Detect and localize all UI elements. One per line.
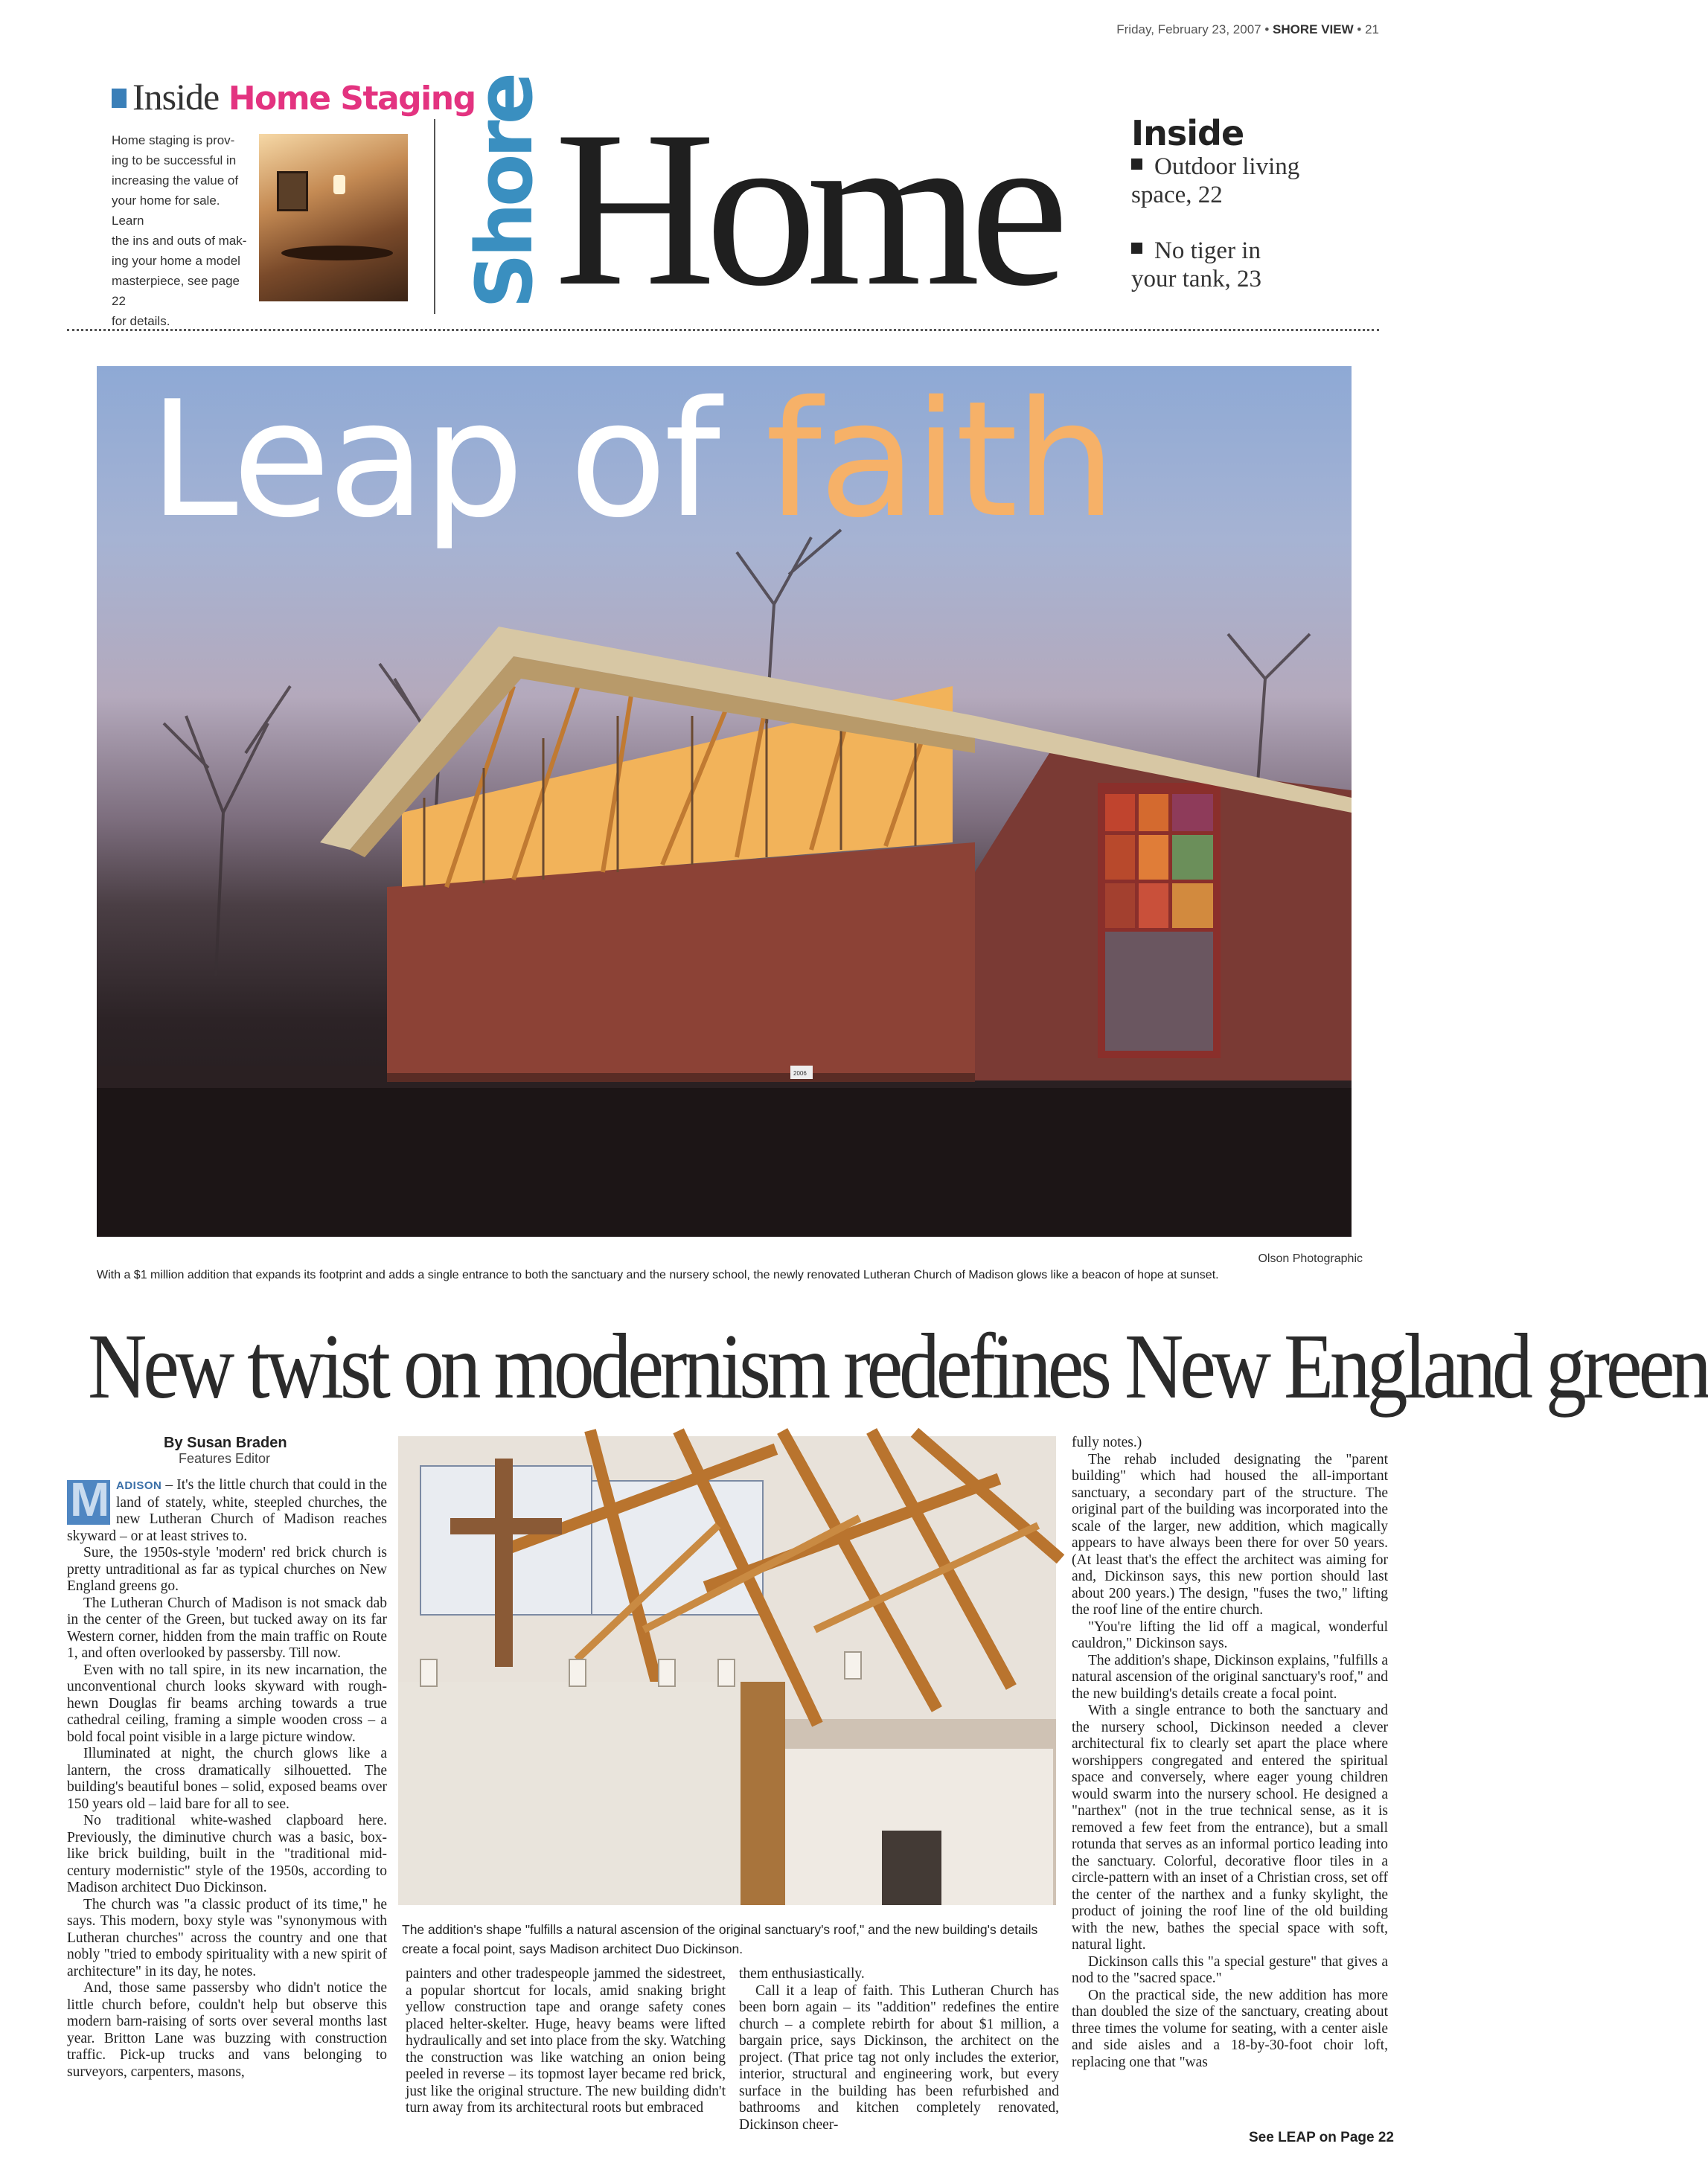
article-column-2 — [406, 1966, 726, 2117]
lamp-shape — [333, 175, 345, 194]
interior-photo — [398, 1436, 1056, 1905]
article-paragraph: "You're lifting the lid off a magical, wonderful cauldron," Dickinson says. — [1072, 1619, 1388, 1651]
headline: New twist on modernism redefines New England green — [88, 1316, 1708, 1418]
teaser-line: your home for sale. Learn — [112, 193, 220, 228]
teaser-photo — [259, 134, 408, 301]
teaser-heading — [112, 76, 476, 118]
shore-word: Shore — [459, 76, 550, 309]
byline-name: By Susan Braden — [164, 1435, 287, 1451]
inside-item-line: Outdoor living — [1154, 153, 1300, 180]
article-paragraph: The rehab included designating the "parent building" which had housed the all-important sanctuary, a secondary part of the structure. The original part of the building was incorporated into the scale of the larger, new addition, which magically appears to have always been there for over 50 years. (At least that's the effect the architect was aiming for and, Dickinson says, this new portion should last about 200 years.) The design, "fuses the two," lifting the roof line of the entire church. — [1072, 1451, 1388, 1618]
byline-title: Features Editor — [179, 1451, 271, 1466]
folio-date: Friday, February 23, 2007 — [1116, 22, 1261, 36]
hero-title — [149, 366, 1114, 553]
building-sign: 2006 — [793, 1070, 807, 1077]
inside-item-line: No tiger in — [1154, 237, 1261, 264]
teaser-text — [112, 130, 253, 331]
dateline: ADISON — [116, 1479, 162, 1492]
article-paragraph: fully notes.) — [1072, 1435, 1142, 1450]
article-paragraph: With a single entrance to both the sanctuary and the nursery school, Dickinson needed a clever architectural fix to clearly set apart the place where worshippers congregated and entered the spiritual space and conversely, where eager young children would swarm into the nursery school. He designed a "narthex" (not in the true technical sense, as it is removed a few feet from the entrance), but a small rotunda that serves as an informal portico leading into the sanctuary. Colorful, decorative floor tiles in a circle-pattern with an inset of a Christian cross, set off the center of the narthex and a funky skylight, the product of joining the roof line of the old building with the new, bathes the special space with soft, natural light. — [1072, 1703, 1388, 1953]
article-paragraph: M ADISON – It's the little church that could in the land of stately, white, steepled churches, the new Lutheran Church of Madison reaches skyward – or at least strives to. — [67, 1473, 387, 1544]
interior-caption: The addition's shape "fulfills a natural ascension of the original sanctuary's roof," and the new building's details create a focal point, says Madison architect Duo Dickinson. — [402, 1922, 1038, 1956]
teaser-line: increasing the value of — [112, 173, 239, 188]
article-paragraph: them enthusiastically. — [739, 1966, 865, 1982]
inside-heading: Inside — [1131, 113, 1244, 153]
interior-illustration — [398, 1436, 1056, 1905]
hero-title-white: Leap of — [149, 366, 766, 553]
folio-section: SHORE VIEW — [1273, 22, 1354, 36]
wall-frame — [277, 171, 308, 211]
folio-page: 21 — [1365, 22, 1379, 36]
article-column-1 — [67, 1473, 387, 2081]
article-paragraph: Dickinson calls this "a special gesture" that gives a nod to the "sacred space." — [1072, 1953, 1388, 1986]
page-folio: Friday, February 23, 2007 • SHORE VIEW • 21 — [1116, 22, 1379, 36]
article-column-3 — [739, 1966, 1059, 2133]
table-shape — [281, 246, 393, 260]
continued-link[interactable]: See LEAP on Page 22 — [1248, 2130, 1394, 2145]
article-paragraph: Sure, the 1950s-style 'modern' red brick church is pretty untraditional as far as typical churches on New England greens go. — [67, 1545, 387, 1594]
teaser-line: Home staging is prov- — [112, 133, 235, 147]
inside-item[interactable] — [1131, 153, 1299, 209]
dotted-rule — [67, 329, 1379, 331]
teaser-label-light: Inside — [132, 76, 220, 118]
article-paragraph: The Lutheran Church of Madison is not smack dab in the center of the Green, but tucked away on its far Western corner, hidden from the main traffic on Route 1, and often overlooked by passersby. Till now. — [67, 1595, 387, 1661]
square-bullet-icon — [1131, 159, 1142, 170]
article-paragraph: The church was "a classic product of its time," he says. This modern, boxy style was "synonymous with Lutheran churches" across the country and one that nobly "tried to embody spirituality with a new spirit of architecture" in its day, he notes. — [67, 1896, 387, 1979]
masthead-home: Home — [554, 85, 1059, 332]
article-paragraph: painters and other tradespeople jammed the sidestreet, a popular shortcut for locals, amid snaking bright yellow construction tape and orange safety cones placed helter-skelter. Huge, heavy beams were lifted hydraulically and set into place from the sky. Watching the construction was like watching an onion being peeled in reverse – its topmost layer became red brick, just like the original structure. The new building didn't turn away from its architectural roots but embraced — [406, 1966, 726, 2116]
square-bullet-icon — [112, 89, 127, 108]
article-column-4 — [1072, 1435, 1388, 2071]
drop-cap: M — [67, 1480, 110, 1525]
article-paragraph: Even with no tall spire, in its new incarnation, the unconventional church looks skyward with rough-hewn Douglas fir beams arching towards a true cathedral ceiling, framing a simple wooden cross – a bold focal point visible in a large picture window. — [67, 1662, 387, 1745]
teaser-line: the ins and outs of mak- — [112, 234, 247, 248]
divider — [434, 119, 435, 314]
teaser-line: ing your home a model — [112, 254, 240, 268]
article-paragraph: No traditional white-washed clapboard here. Previously, the diminutive church was a basic, box-like brick building, built in the "traditional mid-century modernistic" style of the 1950s, according to Madison architect Duo Dickinson. — [67, 1813, 387, 1895]
teaser-label-bold: Home Staging — [228, 80, 476, 118]
hero-title-orange: faith — [765, 366, 1114, 553]
article-paragraph: Call it a leap of faith. This Lutheran Church has been born again – its "addition" redefines the entire church – a complete rebirth for about $1 million, a bargain price, says Dickinson, the architect on the project. (That price tag not only includes the exterior, interior, structural and engineering work, but every surface in the building has been refurbished and bathrooms and kitchen completely renovated, Dickinson cheer- — [739, 1982, 1059, 2133]
photo-credit: Olson Photographic — [1258, 1252, 1363, 1265]
teaser-line: for details. — [112, 314, 170, 328]
article-paragraph: On the practical side, the new addition has more than doubled the size of the sanctuary, creating about three times the volume for seating, with a center aisle and side aisles and a 18-by-30-foot choir loft, replacing one that "was — [1072, 1987, 1388, 2070]
inside-item[interactable] — [1131, 237, 1261, 293]
teaser-line: masterpiece, see page 22 — [112, 274, 240, 308]
inside-item-line: space, 22 — [1131, 182, 1223, 208]
square-bullet-icon — [1131, 243, 1142, 254]
teaser-line: ing to be successful in — [112, 153, 237, 167]
article-paragraph: And, those same passersby who didn't notice the little church before, couldn't help but observe this modern barn-raising of sorts over several months last year. Britton Lane was buzzing with construction traffic. Pick-up trucks and vans belonging to surveyors, carpenters, masons, — [67, 1980, 387, 2080]
hero-caption: With a $1 million addition that expands its footprint and adds a single entrance to both the sanctuary and the nursery school, the newly renovated Lutheran Church of Madison glows like a beacon of hope at sunset. — [97, 1269, 1219, 1281]
article-paragraph: Illuminated at night, the church glows like a lantern, the cross dramatically silhouetted. The building's beautiful bones – solid, exposed beams over 150 years old – laid bare for all to see. — [67, 1746, 387, 1812]
shore-logo — [457, 76, 550, 313]
inside-item-line: your tank, 23 — [1131, 266, 1262, 292]
article-paragraph: The addition's shape, Dickinson explains, "fulfills a natural ascension of the original sanctuary's roof," and the new building's details create a focal point. — [1072, 1652, 1388, 1702]
